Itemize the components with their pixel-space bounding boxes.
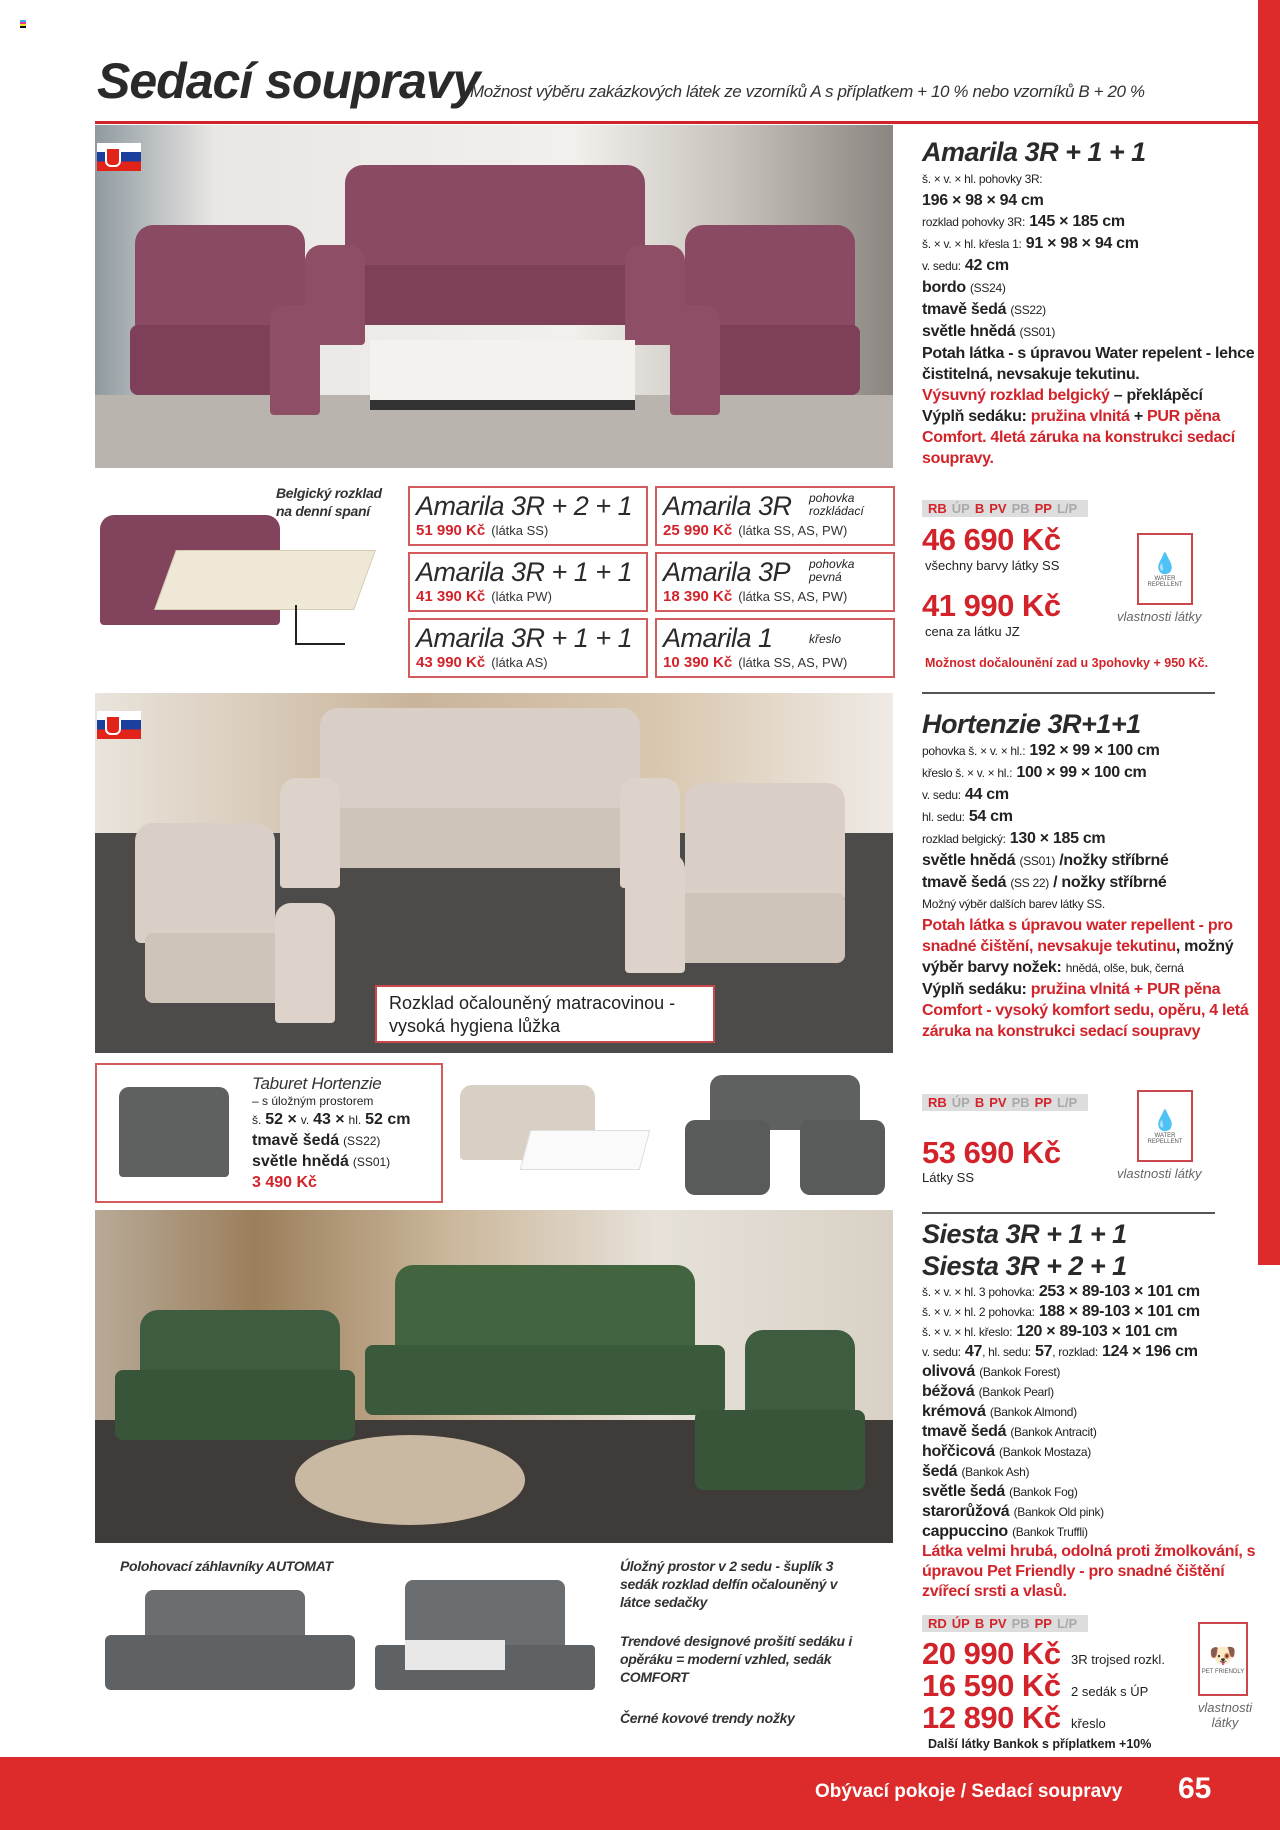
amarila-price-ss-note: všechny barvy látky SS — [925, 558, 1060, 573]
amarila-details — [922, 136, 1258, 469]
spec-value: 196 × 98 × 94 cm — [922, 192, 1044, 209]
taburet-price: 3 490 Kč — [252, 1174, 317, 1191]
color-option — [922, 1522, 1258, 1542]
spec-value: 253 × 89-103 × 101 cm — [1038, 1283, 1200, 1300]
color-code: (Bankok Fog) — [1009, 1485, 1078, 1499]
hortenzie-price: 53 690 Kč — [922, 1135, 1061, 1170]
badge-text: PET FRIENDLY — [1201, 1669, 1245, 1675]
color-option — [922, 1422, 1258, 1442]
color-code: (SS22) — [1010, 303, 1046, 317]
box-fabric: (látka SS, AS, PW) — [738, 523, 848, 538]
spec-value: 57 — [1034, 1343, 1053, 1360]
spec-value: 145 × 185 cm — [1029, 213, 1125, 230]
spec-value: 120 × 89-103 × 101 cm — [1016, 1323, 1178, 1340]
spec-value: 100 × 99 × 100 cm — [1016, 764, 1147, 781]
amarila-title: Amarila 3R + 1 + 1 — [922, 137, 1146, 167]
price-box — [655, 618, 895, 678]
color-code: (SS01) — [1019, 325, 1056, 339]
price-box — [408, 618, 648, 678]
fill-label: Výplň sedáku: — [922, 981, 1027, 998]
legs-choice: , možný výběr barvy nožek: — [922, 938, 1234, 976]
spec-label: š. × v. × hl. křesla 1: — [922, 237, 1022, 251]
box-price: 10 390 Kč — [663, 654, 733, 671]
spec-value: 42 cm — [964, 257, 1009, 274]
spec-label: v. sedu: — [922, 259, 961, 273]
box-fabric: (látka SS, AS, PW) — [738, 589, 848, 604]
fabric-tag: ÚP — [951, 1095, 970, 1110]
spec-value: 91 × 98 × 94 cm — [1025, 235, 1139, 252]
fabric-tag: PB — [1011, 1616, 1030, 1631]
badge-caption: vlastnosti látky — [1197, 1700, 1253, 1730]
box-fabric: (látka SS) — [491, 523, 549, 538]
box-fabric: (látka AS) — [491, 655, 548, 670]
spec-value: 188 × 89-103 × 101 cm — [1038, 1303, 1200, 1320]
price-box — [655, 552, 895, 612]
fabric-tag: B — [974, 501, 985, 516]
color-name: bordo — [922, 279, 966, 296]
hortenzie-price-note: Látky SS — [922, 1170, 975, 1185]
color-code: (SS01) — [1019, 854, 1056, 868]
hortenzie-tags — [922, 1094, 1088, 1112]
header-divider — [95, 121, 1258, 124]
color-name: krémová — [922, 1403, 986, 1420]
color-code: (Bankok Ash) — [961, 1465, 1030, 1479]
fabric-tag: RB — [928, 501, 947, 516]
badge-caption: vlastnosti látky — [1117, 1166, 1202, 1181]
bed-type-rest: – překlápěcí — [1113, 387, 1203, 404]
legs-note: /nožky stříbrné — [1059, 852, 1169, 869]
color-code: (Bankok Forest) — [979, 1365, 1061, 1379]
dim-label: v. — [300, 1113, 310, 1127]
siesta-storage-photo — [375, 1580, 595, 1700]
spec-label: š. × v. × hl. křeslo: — [922, 1325, 1013, 1339]
fabric-tag: L/P — [1056, 501, 1078, 516]
color-option — [922, 1402, 1258, 1422]
spec-label: rozklad pohovky 3R: — [922, 215, 1026, 229]
fabric-tag: ÚP — [951, 501, 970, 516]
dim-label: š. — [252, 1113, 262, 1127]
box-title: Amarila 3R + 2 + 1 — [416, 491, 633, 521]
color-code: (Bankok Antracit) — [1010, 1425, 1097, 1439]
fabric-tag: PV — [989, 1095, 1007, 1110]
legs-colors: hnědá, olše, buk, černá — [1065, 961, 1184, 975]
spec-label: v. sedu: — [922, 788, 961, 802]
legs-caption: Černé kovové trendy nožky — [620, 1710, 795, 1726]
amarila-note: Možnost dočalounění zad u 3pohovky + 950 Kč. — [925, 656, 1209, 670]
spec-value: 130 × 185 cm — [1009, 830, 1106, 847]
spec-value: 192 × 99 × 100 cm — [1029, 742, 1160, 759]
legs-note: / nožky stříbrné — [1053, 874, 1167, 891]
taburet-box — [95, 1063, 443, 1203]
color-name: tmavě šedá — [922, 301, 1007, 318]
hortenzie-product-photos — [455, 1075, 895, 1205]
box-price: 43 990 Kč — [416, 654, 486, 671]
fabric-description: Potah látka - s úpravou Water repelent - lehce čistitelná, nevsakuje tekutinu. — [922, 345, 1255, 383]
water-repellent-badge — [1137, 1090, 1193, 1162]
color-name: starorůžová — [922, 1503, 1010, 1520]
storage-caption: Úložný prostor v 2 sedu - šuplík 3 sedák rozklad delfín očalouněný v látce sedačky — [620, 1558, 838, 1610]
siesta-photo — [95, 1210, 893, 1543]
spec-label: pohovka š. × v. × hl.: — [922, 744, 1026, 758]
spec-label: š. × v. × hl. pohovky 3R: — [922, 172, 1043, 186]
color-code: (SS01) — [352, 1155, 391, 1169]
color-name: světle hnědá — [922, 323, 1016, 340]
spec-label: , hl. sedu: — [982, 1345, 1031, 1359]
color-name: tmavě šedá — [922, 1423, 1007, 1440]
badge-text: WATER REPELLENT — [1147, 1132, 1183, 1145]
color-name: tmavě šedá — [252, 1132, 340, 1149]
fabric-tag: L/P — [1056, 1095, 1078, 1110]
price-box — [408, 486, 648, 546]
fabric-tag: L/P — [1056, 1616, 1078, 1631]
amarila-price-ss: 46 690 Kč — [922, 522, 1061, 557]
color-code: (Bankok Pearl) — [978, 1385, 1054, 1399]
siesta-details — [922, 1218, 1258, 1602]
color-option — [922, 1462, 1258, 1482]
dog-icon: 🐶 — [1209, 1643, 1237, 1668]
box-side-note: pohovka pevná — [809, 557, 855, 584]
color-code: (Bankok Mostaza) — [999, 1445, 1091, 1459]
spec-value: 47 — [964, 1343, 983, 1360]
water-drop-icon: 💧 — [1152, 1109, 1178, 1132]
box-fabric: (látka SS, AS, PW) — [738, 655, 848, 670]
slovak-flag-icon — [97, 143, 141, 171]
spec-label: hl. sedu: — [922, 810, 965, 824]
color-code: (SS24) — [969, 281, 1006, 295]
siesta-price-row — [922, 1636, 1165, 1672]
side-accent-bar — [1258, 0, 1280, 1265]
pet-friendly-badge — [1198, 1622, 1248, 1696]
color-name: tmavě šedá — [922, 874, 1007, 891]
more-colors-note: Možný výběr dalších barev látky SS. — [922, 897, 1105, 911]
fabric-tag: PP — [1034, 1616, 1052, 1631]
box-side-note: křeslo — [809, 632, 842, 646]
fabric-tag: B — [974, 1095, 985, 1110]
siesta-price-row — [922, 1668, 1148, 1704]
color-name: světle hnědá — [252, 1153, 349, 1170]
print-color-mark — [20, 20, 26, 28]
color-code: (Bankok Truffli) — [1012, 1525, 1088, 1539]
fill-value: pružina vlnitá + PUR pěna Comfort - vysoký komfort sedu, opěru, 4 letá záruka na konstrukci sedací soupravy — [922, 981, 1249, 1040]
fabric-tag: RB — [928, 1095, 947, 1110]
stitching-caption: Trendové designové prošití sedáku i opěráku = moderní vzhled, sedák COMFORT — [620, 1633, 852, 1685]
siesta-title-2: Siesta 3R + 2 + 1 — [922, 1251, 1127, 1281]
dim-value: 43 × — [313, 1111, 345, 1128]
color-option — [922, 1442, 1258, 1462]
siesta-price-row — [922, 1700, 1106, 1736]
siesta-note: Další látky Bankok s příplatkem +10% — [928, 1737, 1152, 1751]
water-drop-icon: 💧 — [1152, 552, 1178, 575]
fabric-tag: PP — [1034, 1095, 1052, 1110]
amarila-price-jz-note: cena za látku JZ — [925, 624, 1020, 639]
color-option — [922, 1482, 1258, 1502]
box-title: Amarila 1 — [663, 623, 773, 653]
box-title: Amarila 3R + 1 + 1 — [416, 623, 633, 653]
color-name: béžová — [922, 1383, 975, 1400]
slovak-flag-icon — [97, 711, 141, 739]
fabric-tag: PV — [989, 501, 1007, 516]
box-price: 51 990 Kč — [416, 522, 486, 539]
box-price: 41 390 Kč — [416, 588, 486, 605]
taburet-photo — [119, 1087, 229, 1177]
price-note: 3R trojsed rozkl. — [1071, 1652, 1165, 1667]
page-number: 65 — [1178, 1772, 1212, 1805]
hortenzie-details — [922, 708, 1258, 1042]
box-price: 25 990 Kč — [663, 522, 733, 539]
box-title: Amarila 3R — [663, 491, 792, 521]
amarila-tags — [922, 500, 1088, 518]
siesta-title-1: Siesta 3R + 1 + 1 — [922, 1219, 1127, 1249]
color-name: olivová — [922, 1363, 976, 1380]
price-box — [655, 486, 895, 546]
taburet-sub: – s úložným prostorem — [252, 1094, 374, 1108]
fabric-tag: B — [974, 1616, 985, 1631]
color-code: (Bankok Almond) — [989, 1405, 1077, 1419]
spec-label: křeslo š. × v. × hl.: — [922, 766, 1013, 780]
color-code: (SS22) — [343, 1134, 381, 1148]
fabric-description: Potah látka s úpravou water repellent - pro snadné čištění, nevsakuje tekutinu — [922, 917, 1233, 955]
badge-caption: vlastnosti látky — [1117, 609, 1202, 624]
dim-value: 52 cm — [365, 1111, 411, 1128]
price-note: křeslo — [1071, 1716, 1106, 1731]
fabric-tag: RD — [928, 1616, 947, 1631]
price-note: 2 sedák s ÚP — [1071, 1684, 1149, 1699]
taburet-title: Taburet Hortenzie — [252, 1074, 382, 1093]
fabric-description: Látka velmi hrubá, odolná proti žmolkování, s úpravou Pet Friendly - pro snadné čištění zvířecí srsti a vlasů. — [922, 1543, 1256, 1600]
spec-label: v. sedu: — [922, 1345, 961, 1359]
color-code: (SS 22) — [1010, 876, 1049, 890]
water-repellent-badge — [1137, 533, 1193, 605]
fabric-tag: PB — [1011, 1095, 1030, 1110]
page-subtitle: Možnost výběru zakázkových látek ze vzorníků A s příplatkem + 10 % nebo vzorníků B + 20 % — [470, 82, 1145, 101]
color-name: světle hnědá — [922, 852, 1016, 869]
box-fabric: (látka PW) — [491, 589, 552, 604]
box-price: 18 390 Kč — [663, 588, 733, 605]
color-option — [922, 1502, 1258, 1522]
headrest-caption: Polohovací záhlavníky AUTOMAT — [120, 1558, 333, 1574]
dim-label: hl. — [348, 1113, 362, 1127]
box-title: Amarila 3R + 1 + 1 — [416, 557, 633, 587]
spec-value: 124 × 196 cm — [1102, 1343, 1198, 1360]
spec-label: rozklad belgický: — [922, 832, 1006, 846]
dim-value: 52 × — [265, 1111, 297, 1128]
amarila-photo — [95, 125, 893, 468]
bed-caption: Belgický rozklad na denní spaní — [276, 485, 382, 519]
color-name: světle šedá — [922, 1483, 1005, 1500]
fabric-tag: PP — [1034, 501, 1052, 516]
fill-plus: + — [1133, 408, 1143, 425]
price: 12 890 Kč — [922, 1700, 1061, 1735]
fabric-tag: ÚP — [951, 1616, 970, 1631]
hortenzie-title: Hortenzie 3R+1+1 — [922, 709, 1141, 739]
fill-value: pružina vlnitá — [1030, 408, 1130, 425]
amarila-price-jz: 41 990 Kč — [922, 588, 1061, 623]
siesta-tags — [922, 1615, 1088, 1633]
spec-label: š. × v. × hl. 3 pohovka: — [922, 1285, 1035, 1299]
color-option — [922, 1382, 1258, 1402]
price-box — [408, 552, 648, 612]
color-name: hořčicová — [922, 1443, 995, 1460]
badge-text: WATER REPELLENT — [1147, 575, 1183, 588]
fabric-tag: PV — [989, 1616, 1007, 1631]
fabric-tag: PB — [1011, 501, 1030, 516]
page-title: Sedací soupravy — [97, 53, 480, 109]
color-option — [922, 1362, 1258, 1382]
spec-label: š. × v. × hl. 2 pohovka: — [922, 1305, 1035, 1319]
bed-type: Výsuvný rozklad belgický — [922, 387, 1110, 404]
fill-value-2: PUR pěna Comfort. 4letá záruka na konstrukci sedací soupravy. — [922, 408, 1235, 467]
spec-label: , rozklad: — [1052, 1345, 1098, 1359]
color-name: cappuccino — [922, 1523, 1008, 1540]
price: 20 990 Kč — [922, 1636, 1061, 1671]
price: 16 590 Kč — [922, 1668, 1061, 1703]
box-side-note: pohovka rozkládací — [809, 491, 864, 518]
section-divider — [922, 1212, 1215, 1214]
footer-section: Obývací pokoje / Sedací soupravy — [815, 1781, 1123, 1802]
spec-value: 44 cm — [964, 786, 1009, 803]
color-name: šedá — [922, 1463, 958, 1480]
siesta-headrest-photo — [105, 1590, 355, 1700]
spec-value: 54 cm — [968, 808, 1013, 825]
hortenzie-photo-caption: Rozklad očalouněný matracovinou - vysoká hygiena lůžka — [375, 985, 715, 1043]
page-footer — [0, 1757, 1280, 1830]
section-divider — [922, 692, 1215, 694]
color-code: (Bankok Old pink) — [1013, 1505, 1104, 1519]
box-title: Amarila 3P — [663, 557, 791, 587]
fill-label: Výplň sedáku: — [922, 408, 1027, 425]
